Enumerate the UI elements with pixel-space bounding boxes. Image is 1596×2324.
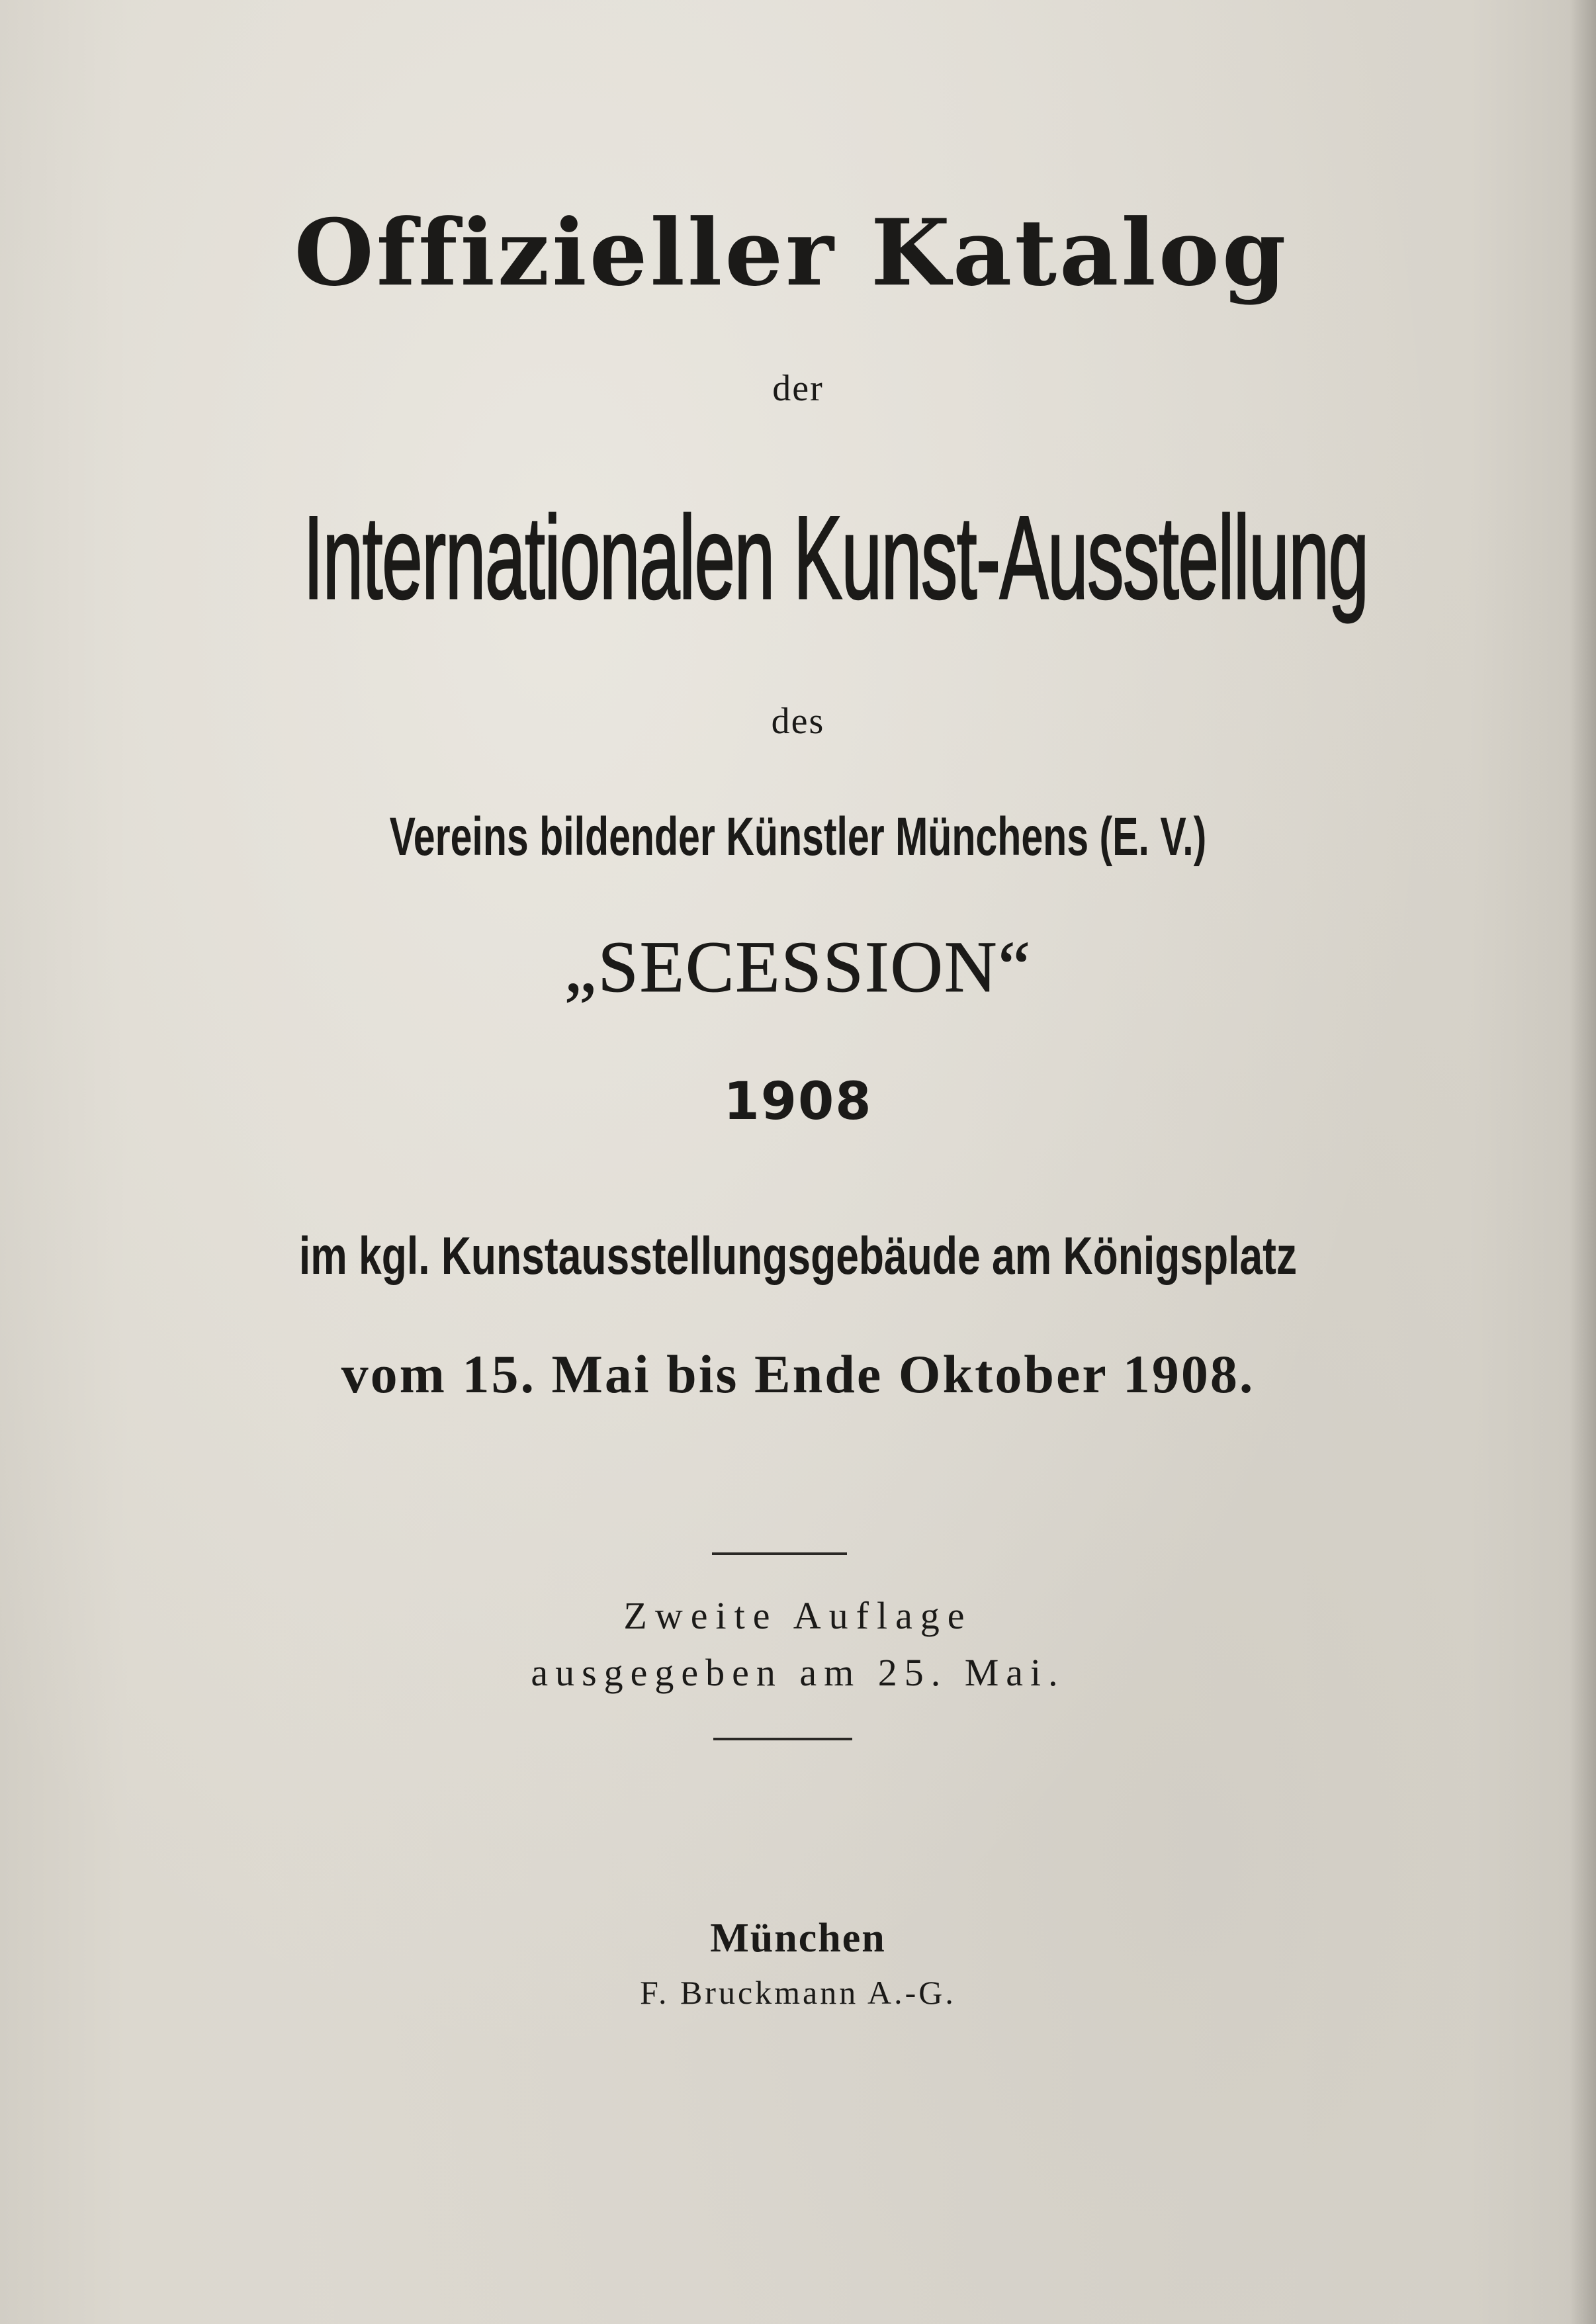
imprint-publisher: F. Bruckmann A.-G. [640, 1974, 956, 2011]
imprint-city: München [710, 1916, 886, 1961]
catalog-heading: Offizieller Katalog [294, 199, 1289, 306]
connector-der: der [772, 368, 824, 409]
exhibition-dates: vom 15. Mai bis Ende Oktober 1908. [341, 1344, 1255, 1404]
connector-des: des [771, 701, 825, 742]
edition-issue-date: ausgegeben am 25. Mai. [531, 1651, 1065, 1694]
exhibition-year: 1908 [723, 1072, 873, 1132]
secession-title: „SECESSION“ [564, 926, 1032, 1007]
divider-rule-bottom [713, 1738, 852, 1740]
edition-label: Zweite Auflage [623, 1594, 973, 1637]
exhibition-title: Internationalen Kunst-Ausstellung [303, 492, 1368, 623]
venue-line: im kgl. Kunstausstellungsgebäude am Königsplatz [298, 1226, 1298, 1285]
divider-rule-top [712, 1552, 847, 1555]
society-name: Vereins bildender Künstler Münchens (E. V.) [389, 807, 1207, 867]
